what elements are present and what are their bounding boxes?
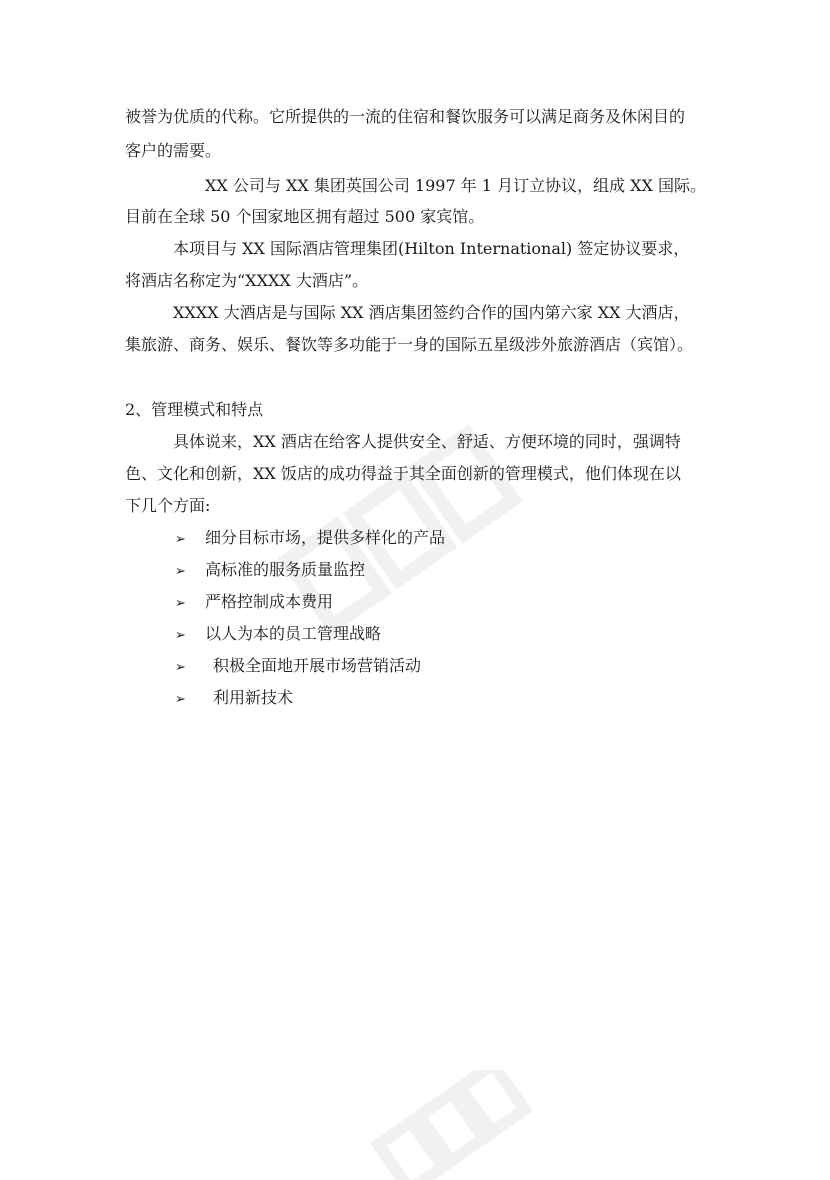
list-item-text: 以人为本的员工管理战略 (205, 624, 382, 643)
list-item (175, 656, 421, 678)
intro-line-8: 集旅游、商务、娱乐、餐饮等多功能于一身的国际五星级涉外旅游酒店（宾馆）。 (125, 335, 694, 354)
bullet-arrow-icon: ➢ (175, 596, 186, 611)
intro-line-1: 被誉为优质的代称。它所提供的一流的住宿和餐饮服务可以满足商务及休闲目的 (125, 107, 686, 126)
section-heading: 2、管理模式和特点 (125, 400, 264, 419)
intro-line-4: 目前在全球 50 个国家地区拥有超过 500 家宾馆。 (125, 207, 485, 226)
watermark-logo-bottom (360, 1070, 540, 1180)
section-paragraph-line-3: 下几个方面: (125, 496, 211, 515)
intro-line-2: 客户的需要。 (125, 141, 222, 160)
bullet-arrow-icon: ➢ (175, 564, 186, 579)
intro-line-7: XXXX 大酒店是与国际 XX 酒店集团签约合作的国内第六家 XX 大酒店， (173, 303, 690, 322)
list-item (175, 624, 381, 646)
intro-line-5: 本项目与 XX 国际酒店管理集团(Hilton International) 签定协议要求， (173, 239, 690, 258)
list-item-text: 高标准的服务质量监控 (205, 560, 366, 579)
bullet-arrow-icon: ➢ (175, 628, 186, 643)
list-item-text: 严格控制成本费用 (205, 592, 334, 611)
list-item-text: 细分目标市场，提供多样化的产品 (205, 528, 446, 547)
intro-line-6: 将酒店名称定为“XXXX 大酒店”。 (125, 271, 369, 290)
list-item-text: 积极全面地开展市场营销活动 (213, 656, 422, 675)
section-paragraph-line-1: 具体说来，XX 酒店在给客人提供安全、舒适、方便环境的同时，强调特 (173, 432, 681, 451)
list-item (175, 688, 293, 710)
section-paragraph-line-2: 色、文化和创新，XX 饭店的成功得益于其全面创新的管理模式，他们体现在以 (125, 464, 681, 483)
list-item-text: 利用新技术 (213, 688, 294, 707)
list-item (175, 592, 333, 614)
bullet-arrow-icon: ➢ (175, 692, 186, 707)
bullet-arrow-icon: ➢ (175, 660, 186, 675)
list-item (175, 560, 365, 582)
bullet-arrow-icon: ➢ (175, 532, 186, 547)
list-item (175, 528, 445, 550)
intro-line-3: XX 公司与 XX 集团英国公司 1997 年 1 月订立协议，组成 XX 国际。 (205, 176, 707, 195)
